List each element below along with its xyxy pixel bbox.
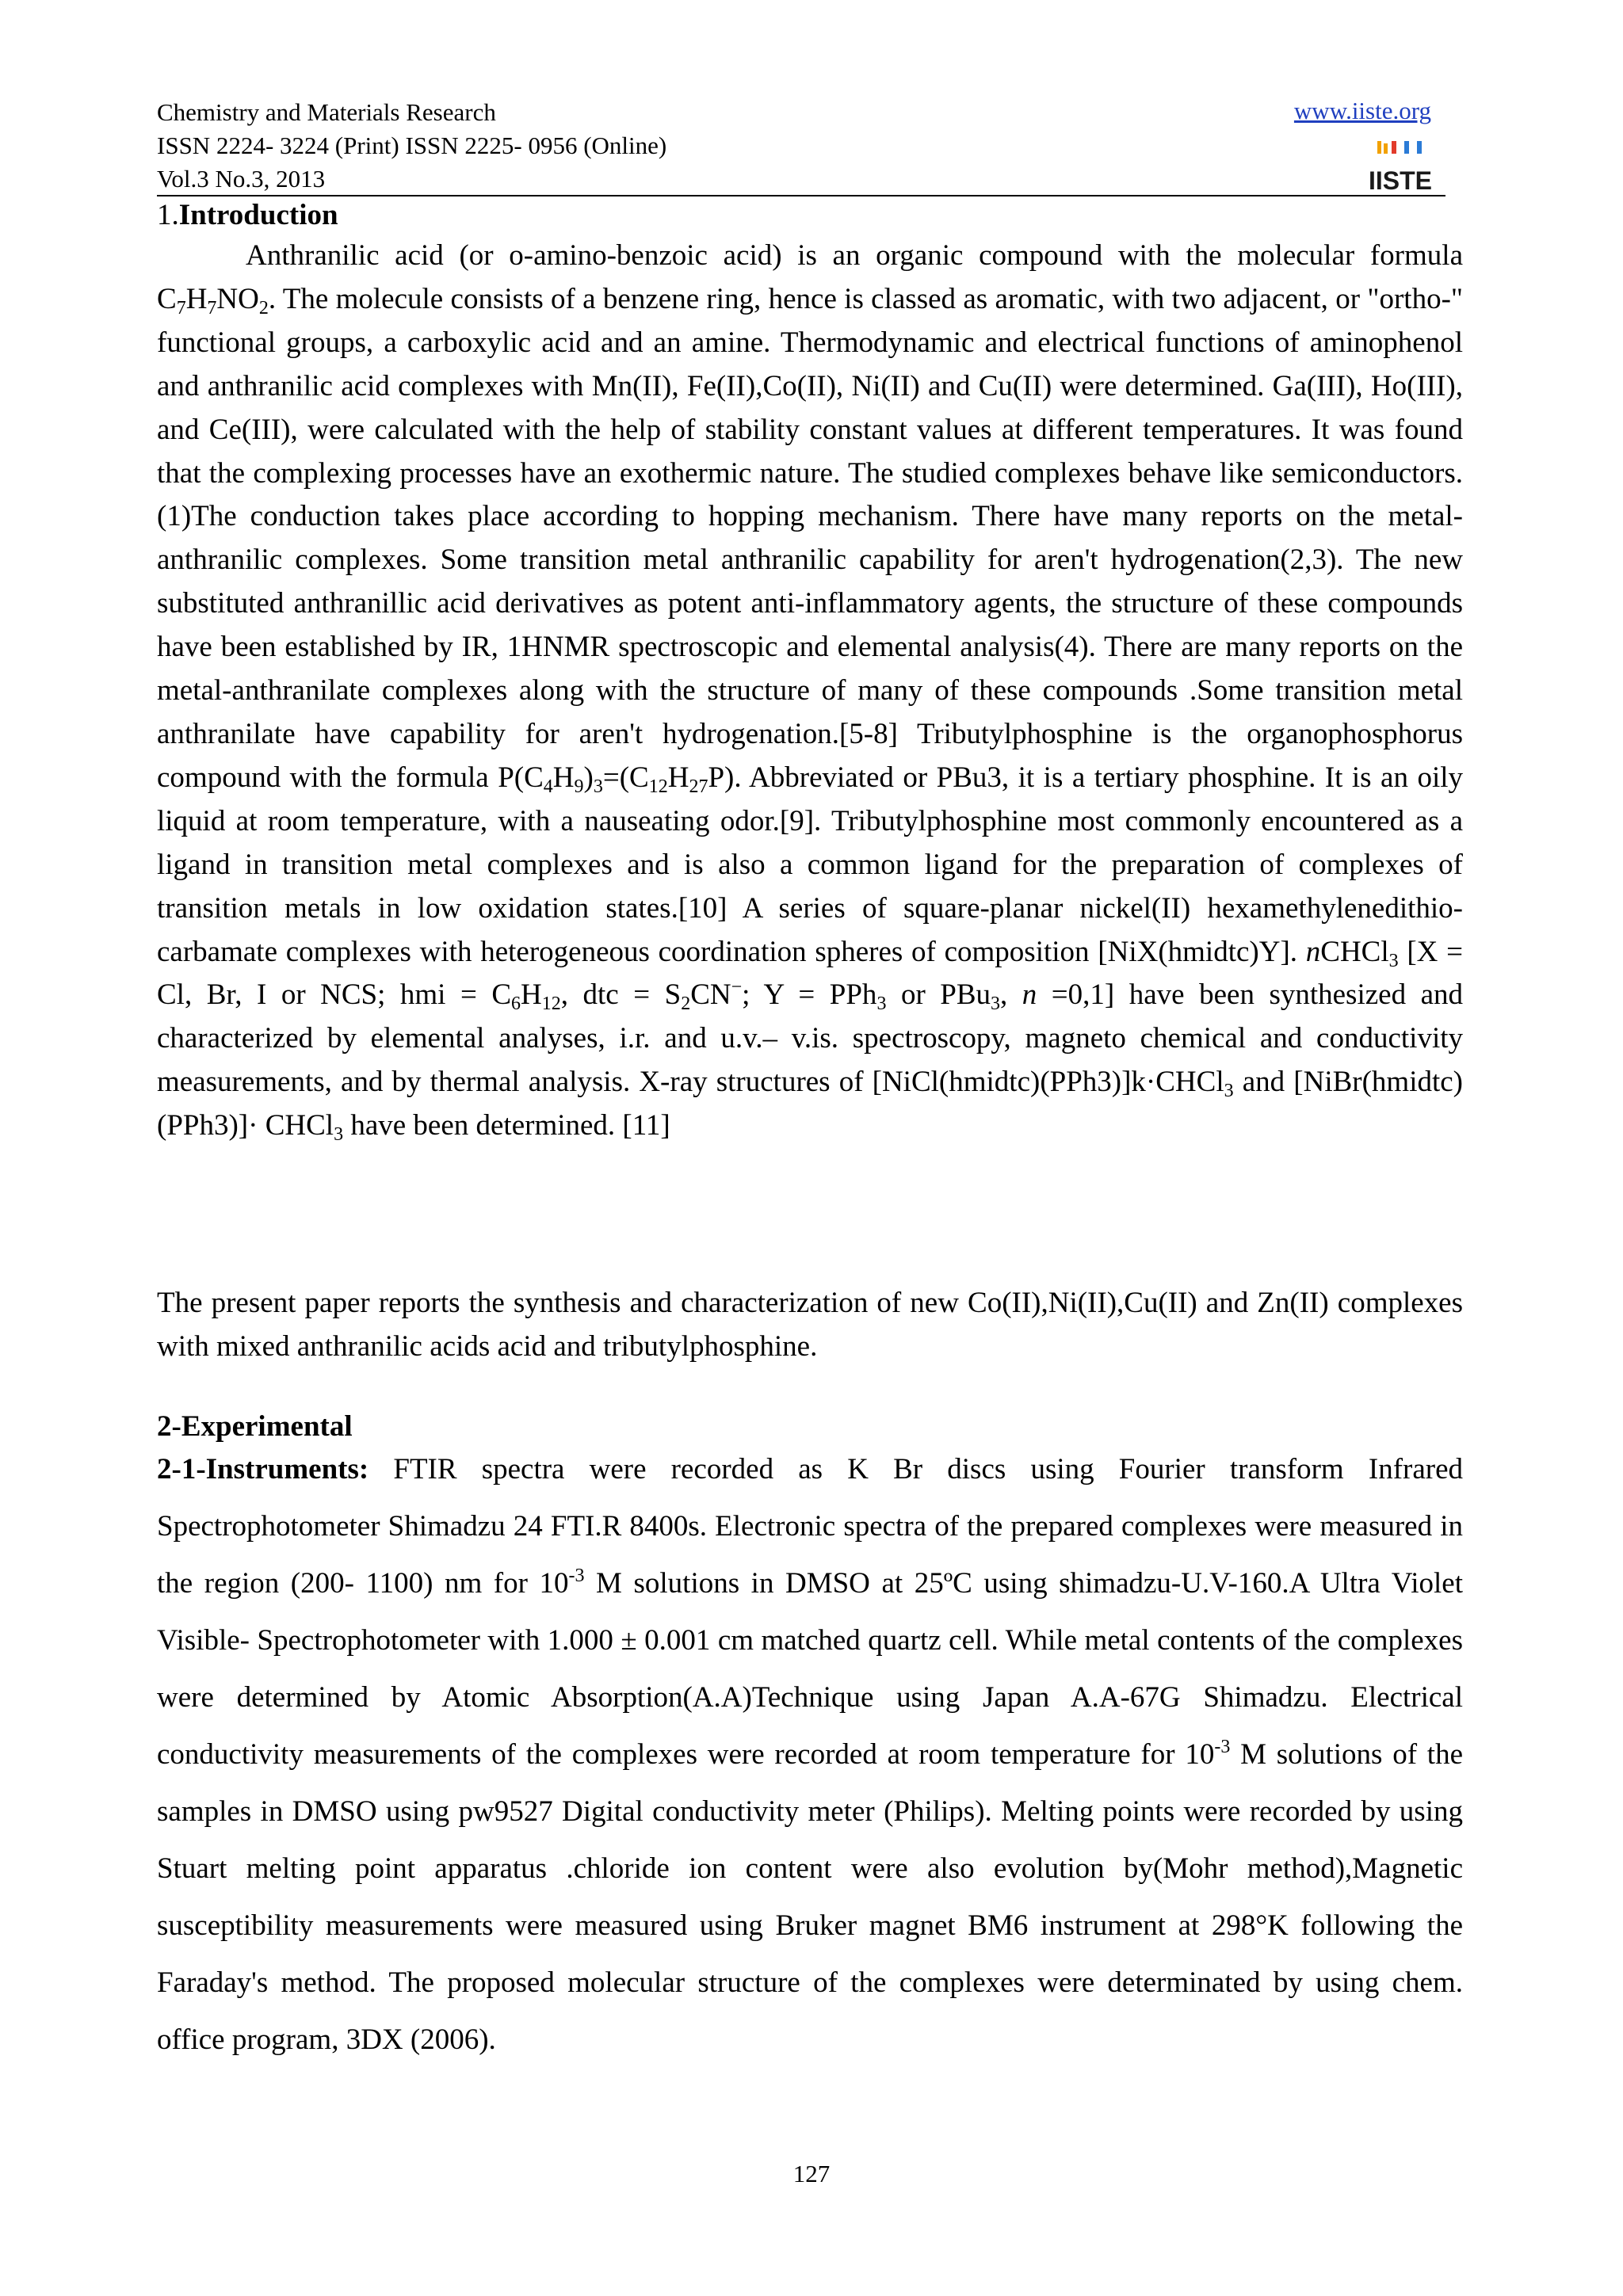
present-paper-paragraph: The present paper reports the synthesis and characterization of new Co(II),Ni(II),Cu(II) and Zn(II) complexes with mixed anthranilic acids acid and tributylphosphine. [157,1287,1463,1363]
journal-url-link[interactable]: www.iiste.org [1293,97,1431,124]
instruments-paragraph: 2-1-Instruments: FTIR spectra were recorded as K Br discs using Fourier transform Infrared Spectrophotometer Shimadzu 24 FTI.R 8400s. Electronic spectra of the prepared complexes were measured in the region (200- 1100) nm for $10^{-3}$ M solutions in DMSO at 25ºC using shimadzu-U.V-160.A Ultra Violet Visible- Spectrophotometer with 1.000 ± 0.001 cm matched quartz cell. While metal contents of the complexes were determined by Atomic Absorption(A.A)Technique using Japan A.A-67G Shimadzu. Electrical conductivity measurements of the complexes were recorded at room temperature for $10^{-3}$ M solutions of the samples in DMSO using pw9527 Digital conductivity meter (Philips). Melting points were recorded by using Stuart melting point apparatus .chloride ion content were also evolution by(Mohr method),Magnetic susceptibility measurements were measured using Bruker magnet BM6 instrument at 298°K following the Faraday's method. The proposed molecular structure of the complexes were determinated by using chem. office program, 3DX (2006). [157,1453,1463,2056]
section-title: Introduction [178,199,338,231]
volume-line: Vol.3 No.3, 2013 [157,165,326,193]
header-divider [157,195,1445,196]
iiste-logo [1368,139,1433,195]
experimental-heading: 2-Experimental [157,1410,353,1443]
logo-lettering: IISTE [1368,166,1433,195]
section-number: 1. [157,199,179,231]
introduction-paragraph: Anthranilic acid (or o-amino-benzoic acid) is an organic compound with the molecular formula $C_7H_7NO_2$. The molecule consists of a benzene ring, hence is classed as aromatic, with two adjacent, or "ortho-" functional groups, a carboxylic acid and an amine. Thermodynamic and electrical functions of aminophenol and anthranilic acid complexes with Mn(II), Fe(II),Co(II), Ni(II) and Cu(II) were determined. Ga(III), Ho(III), and Ce(III), were calculated with the help of stability constant values at different temperatures. It was found that the complexing processes have an exothermic nature. The studied complexes behave like semiconductors. (1)The conduction takes place according to hopping mechanism. There have many reports on the metal-anthranilic complexes. Some transition metal anthranilic capability for aren't hydrogenation(2,3). The new substituted anthranillic acid derivatives as potent anti-inflammatory agents, the structure of these compounds have been established by IR, 1HNMR spectroscopic and elemental analysis(4). There are many reports on the metal-anthranilate complexes along with the structure of many of these compounds .Some transition metal anthranilate have capability for aren't hydrogenation.[5-8] Tributylphosphine is the organophosphorus compound with the formula $P(C_4H_9)_3=(C_{12}H_{27}P)$. Abbreviated or PBu3, it is a tertiary phosphine. It is an oily liquid at room temperature, with a nauseating odor.[9]. Tributylphosphine most commonly encountered as a ligand in transition metal complexes and is also a common ligand for the preparation of complexes of transition metals in low oxidation states.[10] A series of square-planar nickel(II) hexamethylenedithio-carbamate complexes with heterogeneous coordination spheres of composition [NiX(hmidtc)Y]. nCHCl$_3$ [X = Cl, Br, I or NCS; hmi = $C_6H_{12}$, dtc = $S_2CN^-$; Y = PPh$_3$ or PBu$_3$, n =0,1] have been synthesized and characterized by elemental analyses, i.r. and u.v.– v.is. spectroscopy, magneto chemical and conductivity measurements, and by thermal analysis. X-ray structures of [NiCl(hmidtc)(PPh3)]k·CHCl$_3$ and [NiBr(hmidtc)(PPh3)]· CHCl$_3$ have been determined. [11] [157,239,1464,1146]
issn-line: ISSN 2224- 3224 (Print) ISSN 2225- 0956 (Online) [157,132,667,159]
introduction-heading [157,198,338,233]
page-number: 127 [792,2160,831,2187]
journal-name: Chemistry and Materials Research [157,98,496,126]
instruments-subheading: 2-1-Instruments: [157,1453,369,1486]
